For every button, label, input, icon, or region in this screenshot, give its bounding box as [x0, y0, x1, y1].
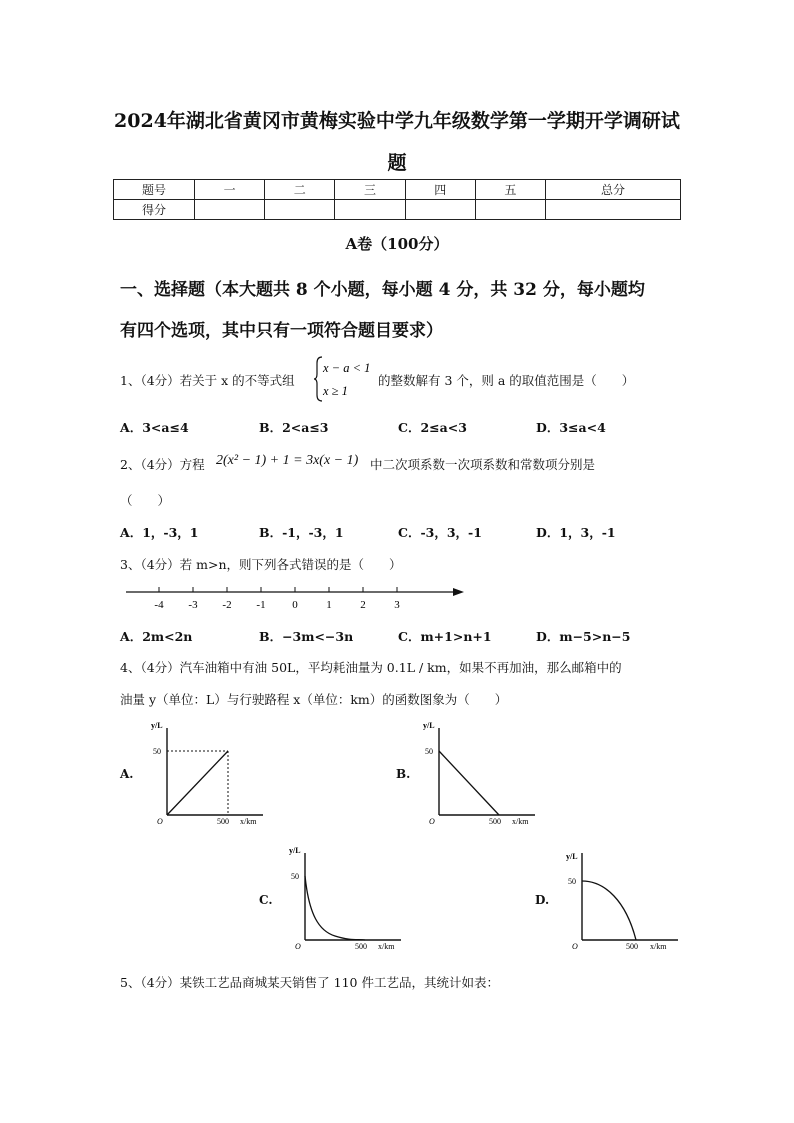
score-header-cell: 五 [475, 180, 545, 200]
q2-option-b[interactable]: B．-1，-3，1 [259, 525, 344, 540]
section1-heading-line2: 有四个选项，其中只有一项符合题目要求） [120, 321, 443, 341]
q2-paren: （ ） [120, 493, 171, 508]
graph-a-origin: O [157, 817, 163, 826]
graph-b-ytick: 50 [425, 747, 433, 756]
q2-equation: 2(x² − 1) + 1 = 3x(x − 1) [216, 453, 359, 468]
score-input-cell[interactable] [335, 200, 405, 220]
q1-option-c[interactable]: C．2≤a<3 [398, 420, 467, 435]
graph-b-line [439, 751, 499, 815]
number-line-label: -4 [154, 599, 164, 611]
score-table-row [114, 200, 681, 220]
q4-graph-d[interactable] [560, 845, 685, 955]
q3-option-c[interactable]: C．m+1>n+1 [398, 629, 492, 644]
q2-option-a[interactable]: A．1，-3，1 [120, 525, 199, 540]
number-line-label: -1 [256, 599, 266, 611]
graph-d-origin: O [572, 942, 578, 951]
graph-c-origin: O [295, 942, 301, 951]
score-header-cell: 三 [335, 180, 405, 200]
q1-option-d[interactable]: D．3≤a<4 [536, 420, 606, 435]
q1-option-a[interactable]: A．3<a≤4 [120, 420, 189, 435]
document-title-line1: 2024年湖北省黄冈市黄梅实验中学九年级数学第一学期开学调研试 [114, 110, 680, 132]
q4-graph-b[interactable] [417, 720, 542, 830]
q3-number-line [120, 582, 470, 612]
q3-stem: 3、（4分）若 m>n，则下列各式错误的是（ ） [120, 557, 402, 572]
graph-d-ytick: 50 [568, 877, 576, 886]
number-line-label: -3 [188, 599, 198, 611]
number-line-label: 2 [360, 599, 366, 611]
graph-c-xtick: 500 [355, 942, 367, 951]
q4-option-a-label[interactable]: A. [120, 767, 134, 781]
document-title-line2: 题 [387, 152, 407, 174]
q2-option-c[interactable]: C．-3，3，-1 [398, 525, 482, 540]
graph-b-ylabel: y/L [423, 721, 435, 730]
q4-option-b-label[interactable]: B. [396, 767, 411, 781]
graph-d-curve [582, 881, 636, 940]
number-line-label: 1 [326, 599, 332, 611]
number-line-label: -2 [222, 599, 232, 611]
score-input-cell[interactable] [405, 200, 475, 220]
graph-d-xlabel: x/km [650, 942, 667, 951]
q1-option-b[interactable]: B．2<a≤3 [259, 420, 329, 435]
graph-a-ylabel: y/L [151, 721, 163, 730]
score-header-cell: 一 [195, 180, 265, 200]
graph-a-xlabel: x/km [240, 817, 257, 826]
q2-suffix: 中二次项系数一次项系数和常数项分别是 [370, 457, 596, 472]
graph-a-line [167, 751, 228, 815]
q4-graph-c[interactable] [283, 845, 408, 955]
q4-line2: 油量 y（单位：L）与行驶路程 x（单位：km）的函数图象为（ ） [120, 692, 508, 707]
score-input-cell[interactable] [546, 200, 681, 220]
q4-line1: 4、（4分）汽车油箱中有油 50L，平均耗油量为 0.1L / km，如果不再加油，那么邮箱中的 [120, 660, 622, 675]
q3-option-a[interactable]: A．2m<2n [120, 629, 193, 644]
score-input-cell[interactable] [475, 200, 545, 220]
score-header-cell: 二 [265, 180, 335, 200]
graph-a-xtick: 500 [217, 817, 229, 826]
q5-stem: 5、（4分）某铁工艺品商城某天销售了 110 件工艺品，其统计如表： [120, 975, 499, 990]
q1-inequality-system [314, 355, 384, 403]
q4-graph-a[interactable] [145, 720, 270, 830]
score-header-cell: 题号 [114, 180, 195, 200]
graph-d-ylabel: y/L [566, 852, 578, 861]
q4-option-c-label[interactable]: C. [259, 893, 273, 907]
graph-c-ylabel: y/L [289, 846, 301, 855]
graph-c-xlabel: x/km [378, 942, 395, 951]
score-input-cell[interactable] [265, 200, 335, 220]
q1-system-line2: x ≥ 1 [323, 384, 348, 398]
q2-option-d[interactable]: D．1，3，-1 [536, 525, 616, 540]
graph-a-ytick: 50 [153, 747, 161, 756]
q3-option-b[interactable]: B．−3m<−3n [259, 629, 354, 644]
q4-option-d-label[interactable]: D. [535, 893, 550, 907]
graph-b-origin: O [429, 817, 435, 826]
q1-system-line1: x − a < 1 [323, 361, 371, 375]
graph-c-curve [305, 876, 365, 940]
score-row-label: 得分 [114, 200, 195, 220]
number-line-label: 3 [394, 599, 400, 611]
paper-a-heading: A卷（100分） [345, 235, 449, 253]
number-line-label: 0 [292, 599, 298, 611]
score-header-cell: 四 [405, 180, 475, 200]
q3-option-d[interactable]: D．m−5>n−5 [536, 629, 631, 644]
graph-c-ytick: 50 [291, 872, 299, 881]
score-input-cell[interactable] [195, 200, 265, 220]
graph-b-xtick: 500 [489, 817, 501, 826]
score-table [113, 179, 681, 220]
score-table-header-row [114, 180, 681, 200]
section1-heading-line1: 一、选择题（本大题共 8 个小题，每小题 4 分，共 32 分，每小题均 [120, 280, 645, 300]
score-header-cell: 总分 [546, 180, 681, 200]
q2-prefix: 2、（4分）方程 [120, 457, 205, 472]
q1-prefix: 1、（4分）若关于 x 的不等式组 [120, 373, 295, 388]
q1-suffix: 的整数解有 3 个，则 a 的取值范围是（ ） [378, 373, 635, 388]
graph-b-xlabel: x/km [512, 817, 529, 826]
graph-d-xtick: 500 [626, 942, 638, 951]
